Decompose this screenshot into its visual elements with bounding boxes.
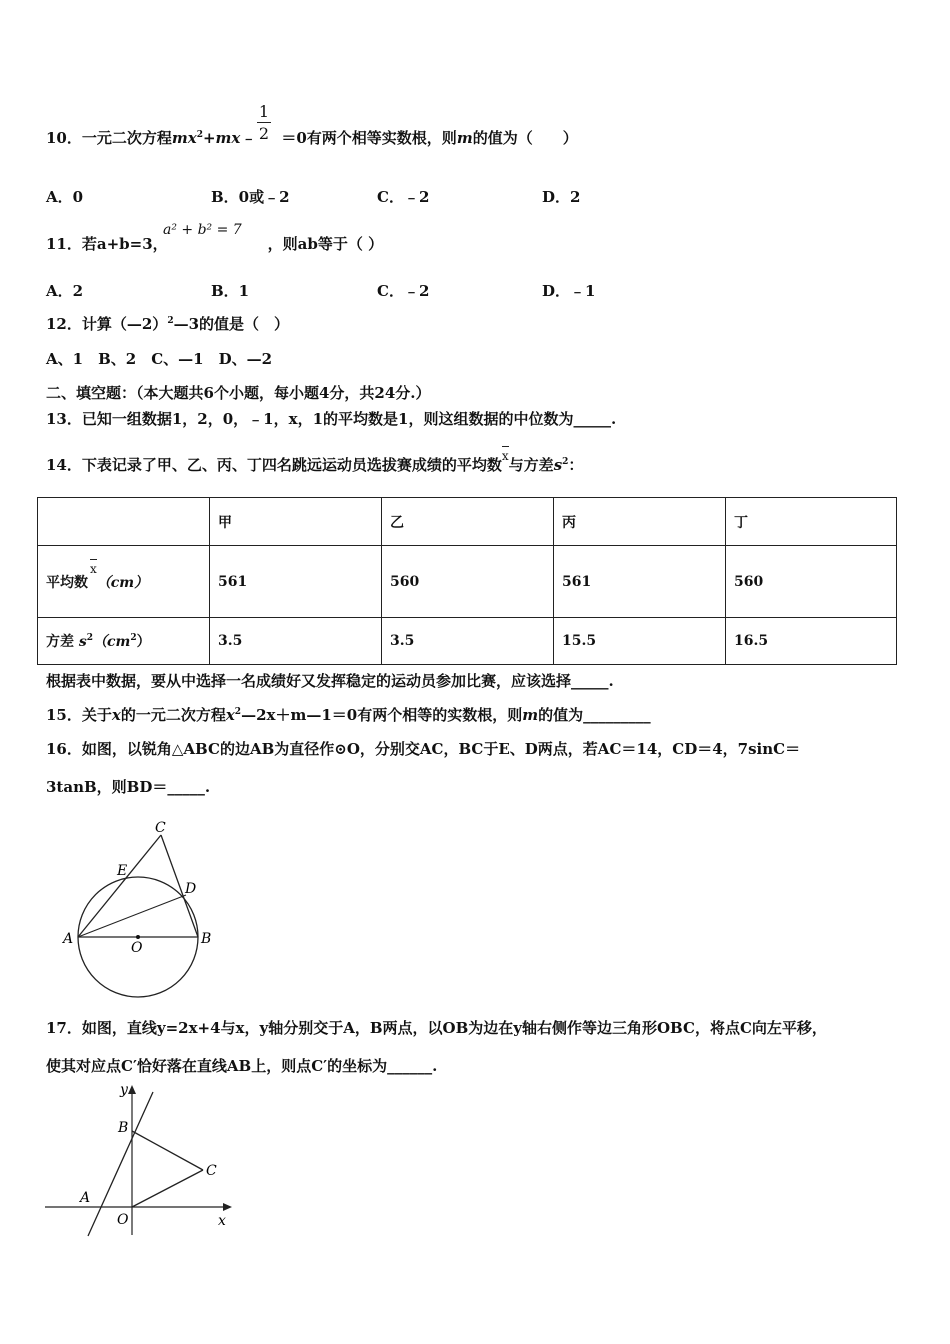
- table-cell: 561: [554, 546, 726, 618]
- table-row-label: [38, 618, 210, 665]
- row2-unit-a: （cm: [93, 634, 131, 650]
- question-16-line2: 3tanB，则BD＝_____.: [46, 778, 211, 796]
- table-row-label: [38, 546, 210, 618]
- table-row: [38, 546, 897, 618]
- q11-formula: a² + b² = 7: [163, 222, 242, 238]
- q14-stem2: 与方差: [508, 456, 554, 474]
- q14-exponent: 2: [562, 457, 569, 467]
- score-table: [37, 497, 897, 665]
- row1-unit: （cm）: [96, 574, 149, 591]
- q15-a: 15．关于: [46, 706, 112, 724]
- q10-frac-bar: [257, 122, 271, 123]
- q14-stem3: ：: [568, 456, 584, 474]
- table-cell: 561: [210, 546, 382, 618]
- label-x: x: [218, 1213, 226, 1229]
- q14-stem: 14．下表记录了甲、乙、丙、丁四名跳远运动员选拔赛成绩的平均数: [46, 456, 502, 474]
- q10-option-c: C．﹣2: [377, 188, 430, 206]
- question-14: [46, 449, 584, 475]
- q11-prefix: 11．若a+b=3，: [46, 235, 168, 253]
- table-cell: 3.5: [210, 618, 382, 665]
- q10-frac-denominator: 2: [258, 124, 270, 143]
- row2-unit-exponent: 2: [130, 633, 137, 643]
- row2-unit-b: ）: [136, 634, 151, 650]
- q11-option-d: D．﹣1: [542, 282, 596, 300]
- table-header-cell: 乙: [382, 498, 554, 546]
- q11-suffix: ，则ab等于（ ）: [267, 235, 384, 253]
- q10-option-a: A．0: [46, 188, 84, 206]
- row2-label: 方差: [46, 634, 74, 650]
- xbar-symbol: x: [501, 449, 509, 463]
- side-oc: [132, 1170, 203, 1207]
- q15-d: 的值为_________: [538, 706, 651, 724]
- table-cell: 560: [726, 546, 897, 618]
- q15-b: 的一元二次方程: [120, 706, 226, 724]
- label-d: D: [185, 881, 197, 897]
- q14-s: s: [553, 456, 563, 474]
- q15-eq1: x: [225, 706, 235, 724]
- q12-options: A、1 B、2 C、—1 D、—2: [46, 350, 273, 368]
- table-cell: 3.5: [382, 618, 554, 665]
- side-ac: [78, 835, 161, 937]
- table-cell: 15.5: [554, 618, 726, 665]
- q12-exponent: 2: [167, 316, 174, 326]
- q10-exponent: 2: [196, 130, 203, 140]
- q15-eq2: —2x＋m—1＝0: [241, 706, 358, 724]
- label-c: C: [206, 1163, 217, 1179]
- label-b: B: [201, 931, 212, 947]
- label-a: A: [80, 1190, 91, 1206]
- label-o: O: [131, 940, 143, 956]
- question-13: 13．已知一组数据1，2，0，﹣1，x，1的平均数是1，则这组数据的中位数为_____.: [46, 410, 617, 428]
- table-cell: 560: [382, 546, 554, 618]
- label-a: A: [63, 931, 74, 947]
- label-o: O: [117, 1212, 129, 1228]
- xbar-symbol: x: [90, 561, 97, 576]
- row2-exponent: 2: [86, 633, 94, 643]
- table-header-cell: 甲: [210, 498, 382, 546]
- q11-option-c: C．﹣2: [377, 282, 430, 300]
- question-16-line1: 16．如图，以锐角△ABC的边AB为直径作⊙O，分别交AC，BC于E、D两点，若AC＝14，CD＝4，7sinC＝: [46, 740, 801, 758]
- q10-expr-a: mx: [171, 129, 197, 147]
- q10-expr-b: +mx﹣: [202, 129, 256, 147]
- q10-frac-numerator: 1: [258, 102, 270, 121]
- table-header-cell: 丙: [554, 498, 726, 546]
- q12-stem-b: —3的值是（ ）: [173, 315, 290, 333]
- label-y: y: [120, 1082, 128, 1098]
- table-row: [38, 618, 897, 665]
- table-cell: 16.5: [726, 618, 897, 665]
- x-axis-arrow: [223, 1203, 232, 1211]
- q15-exponent: 2: [234, 707, 242, 717]
- question-17-line2: 使其对应点C′恰好落在直线AB上，则点C′的坐标为______.: [46, 1057, 438, 1075]
- table-header-row: [38, 498, 897, 546]
- row1-label: 平均数: [46, 574, 88, 591]
- q10-tail2: 的值为（ ）: [472, 129, 578, 147]
- q17-figure: [40, 1080, 240, 1240]
- q15-m: m: [522, 706, 539, 724]
- q10-stem: 10．一元二次方程: [46, 129, 172, 147]
- q15-c: 有两个相等的实数根，则: [357, 706, 523, 724]
- q11-option-b: B．1: [211, 282, 250, 300]
- section-2-heading: 二、填空题：（本大题共6个小题，每小题4分，共24分.）: [46, 384, 431, 402]
- q15-x: x: [111, 706, 121, 724]
- q10-option-d: D．2: [542, 188, 581, 206]
- y-axis-arrow: [128, 1085, 136, 1094]
- question-17-line1: 17．如图，直线y=2x+4与x，y轴分别交于A，B两点，以OB为边在y轴右侧作等边三角形OBC，将点C向左平移，: [46, 1019, 827, 1037]
- center-dot: [136, 935, 140, 939]
- label-e: E: [117, 863, 128, 879]
- q10-tail: ＝0有两个相等实数根，则: [281, 129, 457, 147]
- row2-s: s: [78, 634, 87, 650]
- q10-var-m: m: [456, 129, 473, 147]
- table-header-cell: 丁: [726, 498, 897, 546]
- table-header-cell: [38, 498, 210, 546]
- q10-fraction: [257, 102, 271, 143]
- q11-option-a: A．2: [46, 282, 84, 300]
- label-c: C: [155, 820, 166, 836]
- segment-ad: [78, 895, 186, 937]
- question-15: [46, 704, 651, 725]
- label-b: B: [118, 1120, 129, 1136]
- q16-figure: [55, 815, 225, 1005]
- question-12: [46, 313, 289, 334]
- q10-option-b: B．0或﹣2: [211, 188, 290, 206]
- question-10: [46, 127, 578, 148]
- side-bc: [132, 1131, 203, 1170]
- q12-stem-a: 12．计算（—2）: [46, 315, 168, 333]
- q14-followup: 根据表中数据，要从中选择一名成绩好又发挥稳定的运动员参加比赛，应该选择_____.: [46, 672, 614, 690]
